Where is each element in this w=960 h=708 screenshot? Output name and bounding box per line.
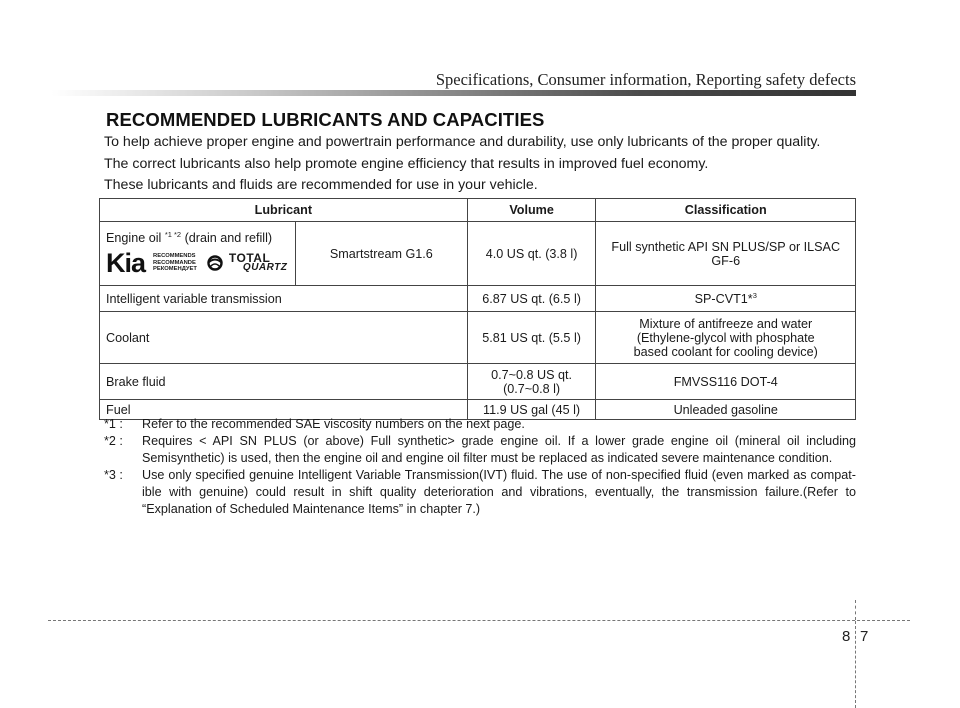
table-header-row — [100, 199, 856, 222]
total-quartz-logo: TOTAL QUARTZ — [205, 253, 287, 273]
engine-type-cell: Smartstream G1.6 — [295, 222, 467, 286]
page-divider — [855, 621, 856, 708]
page-number: 7 — [860, 628, 869, 645]
intro-line: These lubricants and fluids are recommended for use in your vehicle. — [104, 177, 538, 193]
footer-divider — [48, 620, 910, 621]
recommends-text: RECOMMENDS RECOMMANDE РЕКОМЕНДУЕТ — [153, 252, 197, 273]
footnotes — [104, 416, 856, 518]
kia-logo: Kia — [106, 247, 146, 278]
page-divider-top — [855, 600, 856, 620]
section-title: RECOMMENDED LUBRICANTS AND CAPACITIES — [106, 109, 545, 130]
lubricants-table — [99, 198, 856, 420]
table-row: Brake fluid 0.7~0.8 US qt. (0.7~0.8 l) FMVSS116 DOT-4 — [100, 364, 856, 400]
header-title: Specifications, Consumer information, Reporting safety defects — [435, 70, 856, 89]
engine-oil-volume: 4.0 US qt. (3.8 l) — [467, 222, 596, 286]
total-swirl-icon — [205, 255, 225, 271]
col-header-lubricant: Lubricant — [100, 199, 468, 222]
intro-line: To help achieve proper engine and powertrain performance and durability, use only lubricants of the proper quality. — [104, 134, 821, 150]
header-bar — [0, 90, 856, 96]
intro-text — [104, 132, 864, 197]
intro-line: The correct lubricants also help promote engine efficiency that results in improved fuel economy. — [104, 155, 709, 172]
oil-brand-logos — [106, 247, 289, 278]
engine-oil-label: Engine oil $^{*1 *2}$ (drain and refill) — [106, 230, 273, 246]
footnote: *3 : Use only specified genuine Intelligent Variable Transmission(IVT) fluid. The use of non-specified fluid (even marked as compat-ible with genuine) could result in shift quality deterioration and vibrations, eventually, the transmission failure.(Refer to “Explanation of Scheduled Maintenance Items” in chapter 7.) — [104, 468, 856, 516]
col-header-volume: Volume — [467, 199, 596, 222]
table-row: Coolant 5.81 US qt. (5.5 l) Mixture of antifreeze and water (Ethylene-glycol with phosphate based coolant for cooling device) — [100, 312, 856, 364]
col-header-classification: Classification — [596, 199, 856, 222]
footnote: *2 : Requires < API SN PLUS (or above) Full synthetic> grade engine oil. If a lower grade engine oil (mineral oil including Semisynthetic) is used, then the engine oil and engine oil filter must be replaced as indicated severe maintenance condition. — [104, 434, 856, 465]
footnote: *1 : Refer to the recommended SAE viscosity numbers on the next page. — [104, 417, 525, 431]
engine-oil-cell — [100, 222, 296, 286]
chapter-number: 8 — [842, 628, 851, 645]
engine-oil-classification: Full synthetic API SN PLUS/SP or ILSAC GF-6 — [596, 222, 856, 286]
table-row: Fuel 11.9 US gal (45 l) Unleaded gasoline — [100, 400, 856, 420]
table-row — [100, 222, 856, 286]
table-row: Intelligent variable transmission 6.87 US qt. (6.5 l) SP-CVT1*$^3$ — [100, 286, 856, 312]
